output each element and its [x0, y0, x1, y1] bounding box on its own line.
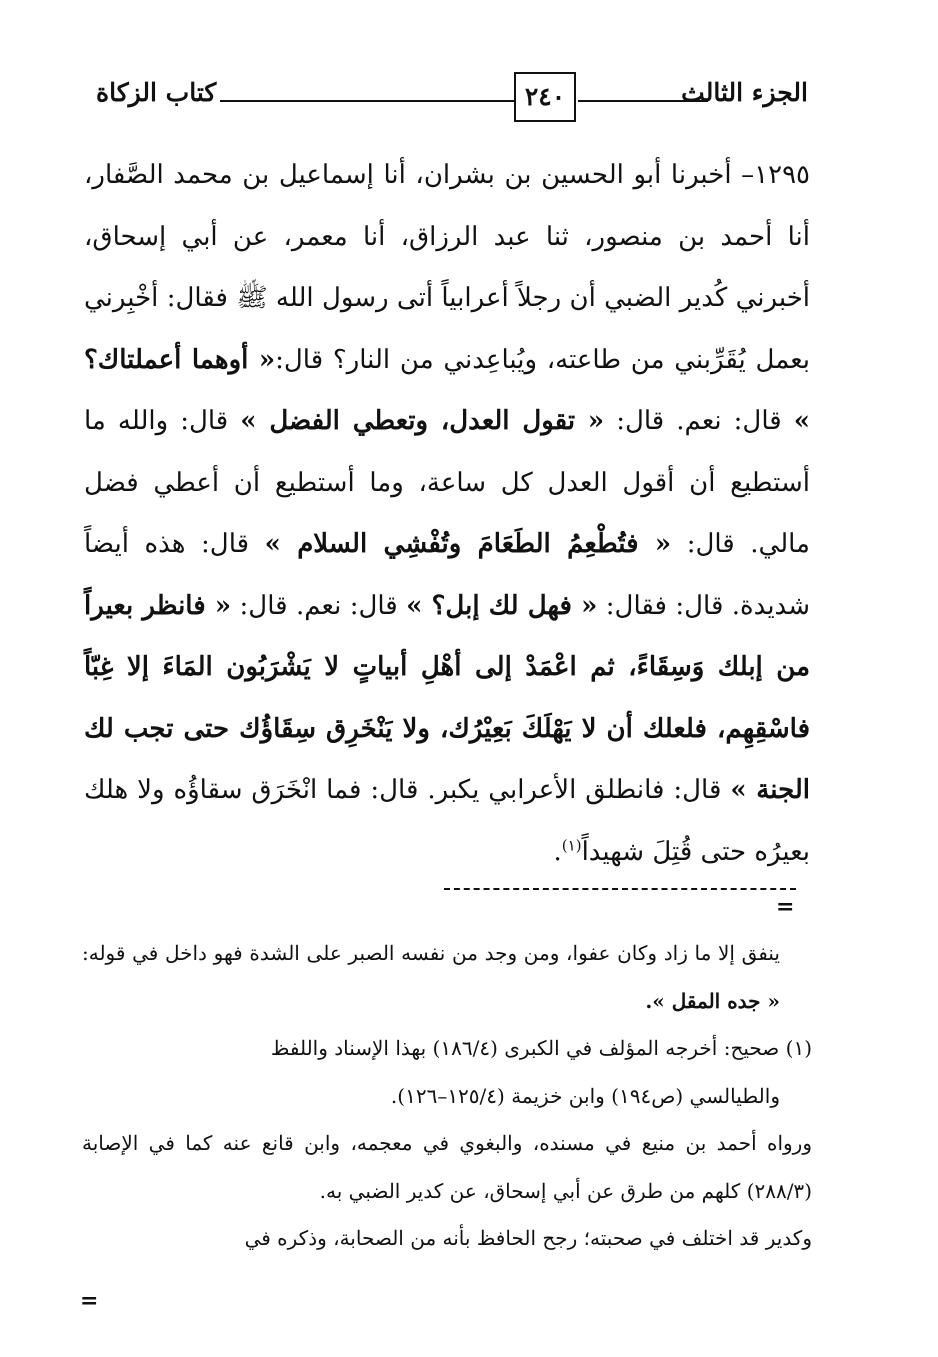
header-rule-right — [578, 100, 708, 102]
footnote-reference: (١) — [561, 835, 582, 854]
footnote-text: ينفق إلا ما زاد وكان عفوا، ومن وجد من نفسه الصبر على الشدة فهو داخل في قوله: — [82, 941, 780, 965]
hadith-text-part: ١٢٩٥– أخبرنا أبو الحسين بن بشران، أنا إسماعيل بن محمد الصَّفار، أنا أحمد بن منصور، ثنا عبد الرزاق، أنا معمر، عن أبي إسحاق، أخبرني كُدير الضبي أن رجلاً أعرابياً أتى رسول الله ﷺ فقال: أخْبِرني بعمل يُقَرِّبني من طاعته، ويُباعِدني من النار؟ قال: — [84, 160, 811, 375]
prophet-quote: « فهل لك إبل؟ » — [406, 590, 598, 621]
prophet-quote: « فانظر بعيراً من إبلك وَسِقَاءً، ثم اعْمَدْ إلى أهْلِ أبياتٍ لا يَشْرَبُون المَاءَ إلا غِبّاً فاسْقِهِم، فلعلك أن لا يَهْلَكَ بَعِيْرُك، ولا يَنْخَرِق سِقَاؤُك حتى تجب لك الجنة » — [84, 590, 811, 805]
continuation-mark-bottom: = — [80, 1288, 99, 1314]
footnote-separator — [444, 888, 796, 890]
hadith-text-part: قال: نعم. قال: — [231, 590, 407, 621]
footnote-continuation — [82, 930, 812, 1025]
header-rule-left — [220, 100, 514, 102]
prophet-quote: « تقول العدل، وتعطي الفضل » — [240, 406, 605, 436]
hadith-text-part: قال: هذه أيضاً شديدة. قال: فقال: — [84, 529, 810, 621]
footnote-1-line-1: (١) صحيح: أخرجه المؤلف في الكبرى (١٨٦/٤) بهذا الإسناد واللفظ — [270, 1036, 812, 1060]
footnote-1-paragraph-2: ورواه أحمد بن منيع في مسنده، والبغوي في معجمه، وابن قانع عنه كما في الإصابة (٢٨٨/٣) كلهم من طرق عن أبي إسحاق، عن كدير الضبي به. — [82, 1131, 812, 1203]
footnote-quote: « جده المقل ». — [645, 988, 780, 1013]
footnote-1-line-2: والطيالسي (ص١٩٤) وابن خزيمة (١٢٥/٤–١٢٦). — [390, 1083, 780, 1108]
page-header — [96, 70, 808, 126]
book-title: كتاب الزكاة — [96, 78, 217, 107]
hadith-text — [84, 145, 810, 883]
hadith-text-part: قال: نعم. قال: — [604, 406, 794, 436]
prophet-quote: « أوهما أعملتاك؟ » — [84, 344, 810, 436]
hadith-text-part: قال: فانطلق الأعرابي يكبر. قال: فما انْخَرَق سقاؤُه ولا هلك بعيرُه حتى قُتِلَ شهيداً — [84, 775, 810, 867]
hadith-paragraph — [84, 145, 810, 883]
volume-title: الجزء الثالث — [681, 78, 808, 107]
continuation-mark-top: = — [776, 894, 795, 920]
footnote-1-paragraph-3: وكدير قد اختلف في صحبته؛ رجح الحافظ بأنه من الصحابة، وذكره في — [244, 1226, 812, 1250]
footnotes — [82, 930, 812, 1263]
prophet-quote: « فتُطْعِمُ الطَعَامَ وتُفْشِي السلام » — [264, 529, 672, 559]
hadith-text-part: . — [553, 836, 562, 867]
hadith-text-part: قال: والله ما أستطيع أن أقول العدل كل ساعة، وما أستطيع أن أعطي فضل مالي. قال: — [84, 406, 810, 559]
page-number: ٢٤٠ — [514, 72, 576, 122]
